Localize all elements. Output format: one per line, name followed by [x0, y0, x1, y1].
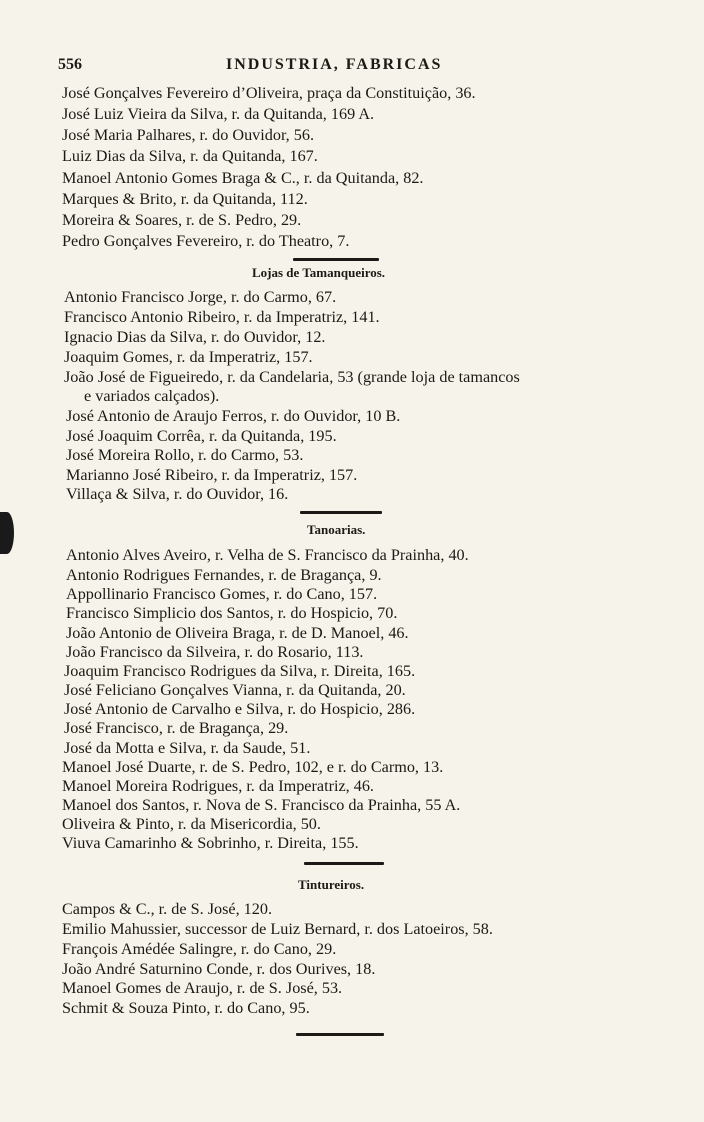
- list-item-continuation: e variados calçados).: [84, 387, 220, 405]
- list-item: Manoel Gomes de Araujo, r. de S. José, 53.: [62, 979, 343, 997]
- section-divider: [293, 258, 379, 261]
- section-divider: [304, 862, 384, 865]
- list-item: Moreira & Soares, r. de S. Pedro, 29.: [62, 211, 302, 229]
- list-item: José Luiz Vieira da Silva, r. da Quitanda, 169 A.: [62, 105, 375, 123]
- section-divider: [296, 1033, 384, 1036]
- binding-shadow: [0, 512, 14, 554]
- list-item: José Joaquim Corrêa, r. da Quitanda, 195.: [66, 427, 337, 445]
- list-item: José Antonio de Araujo Ferros, r. do Ouvidor, 10 B.: [66, 407, 401, 425]
- list-item: José Moreira Rollo, r. do Carmo, 53.: [66, 446, 304, 464]
- section-heading: Lojas de Tamanqueiros.: [252, 265, 386, 280]
- list-item: José da Motta e Silva, r. da Saude, 51.: [64, 739, 311, 757]
- page-number: 556: [58, 56, 82, 73]
- list-item: Emilio Mahussier, successor de Luiz Bernard, r. dos Latoeiros, 58.: [62, 920, 493, 938]
- list-item: José Feliciano Gonçalves Vianna, r. da Quitanda, 20.: [64, 681, 406, 699]
- list-item: Manoel Moreira Rodrigues, r. da Imperatriz, 46.: [62, 777, 374, 795]
- list-item: José Maria Palhares, r. do Ouvidor, 56.: [62, 126, 315, 144]
- list-item: Francisco Simplicio dos Santos, r. do Hospicio, 70.: [66, 604, 398, 622]
- list-item: Antonio Francisco Jorge, r. do Carmo, 67.: [64, 288, 337, 306]
- list-item: Francisco Antonio Ribeiro, r. da Imperatriz, 141.: [64, 308, 380, 326]
- list-item: Villaça & Silva, r. do Ouvidor, 16.: [66, 485, 289, 503]
- list-item: Luiz Dias da Silva, r. da Quitanda, 167.: [62, 147, 318, 165]
- page-title: INDUSTRIA, FABRICAS: [226, 56, 443, 73]
- list-item: José Antonio de Carvalho e Silva, r. do Hospicio, 286.: [64, 700, 416, 718]
- list-item: Viuva Camarinho & Sobrinho, r. Direita, 155.: [62, 834, 359, 852]
- list-item: Antonio Alves Aveiro, r. Velha de S. Francisco da Prainha, 40.: [66, 546, 469, 564]
- list-item: Antonio Rodrigues Fernandes, r. de Bragança, 9.: [66, 566, 382, 584]
- list-item: Campos & C., r. de S. José, 120.: [62, 900, 272, 918]
- section-heading: Tanoarias.: [307, 522, 366, 537]
- list-item: Joaquim Gomes, r. da Imperatriz, 157.: [64, 348, 313, 366]
- page-header: [58, 56, 478, 78]
- list-item: Ignacio Dias da Silva, r. do Ouvidor, 12.: [64, 328, 326, 346]
- list-item: João José de Figueiredo, r. da Candelaria, 53 (grande loja de tamancos: [64, 368, 520, 386]
- list-item: Pedro Gonçalves Fevereiro, r. do Theatro, 7.: [62, 232, 350, 250]
- list-item: Appollinario Francisco Gomes, r. do Cano, 157.: [66, 585, 378, 603]
- list-item: Oliveira & Pinto, r. da Misericordia, 50.: [62, 815, 321, 833]
- list-item: François Amédée Salingre, r. do Cano, 29.: [62, 940, 337, 958]
- list-item: João Francisco da Silveira, r. do Rosario, 113.: [66, 643, 364, 661]
- section-divider: [300, 511, 382, 514]
- list-item: Manoel Antonio Gomes Braga & C., r. da Quitanda, 82.: [62, 169, 424, 187]
- list-item: Marques & Brito, r. da Quitanda, 112.: [62, 190, 308, 208]
- list-item: Schmit & Souza Pinto, r. do Cano, 95.: [62, 999, 310, 1017]
- list-item: José Francisco, r. de Bragança, 29.: [64, 719, 289, 737]
- list-item: João Antonio de Oliveira Braga, r. de D. Manoel, 46.: [66, 624, 409, 642]
- list-item: Marianno José Ribeiro, r. da Imperatriz, 157.: [66, 466, 358, 484]
- list-item: Manoel José Duarte, r. de S. Pedro, 102, e r. do Carmo, 13.: [62, 758, 444, 776]
- list-item: João André Saturnino Conde, r. dos Ourives, 18.: [62, 960, 376, 978]
- list-item: José Gonçalves Fevereiro d’Oliveira, praça da Constituição, 36.: [62, 84, 476, 102]
- section-heading: Tintureiros.: [298, 877, 365, 892]
- list-item: Joaquim Francisco Rodrigues da Silva, r. Direita, 165.: [64, 662, 416, 680]
- list-item: Manoel dos Santos, r. Nova de S. Francisco da Prainha, 55 A.: [62, 796, 461, 814]
